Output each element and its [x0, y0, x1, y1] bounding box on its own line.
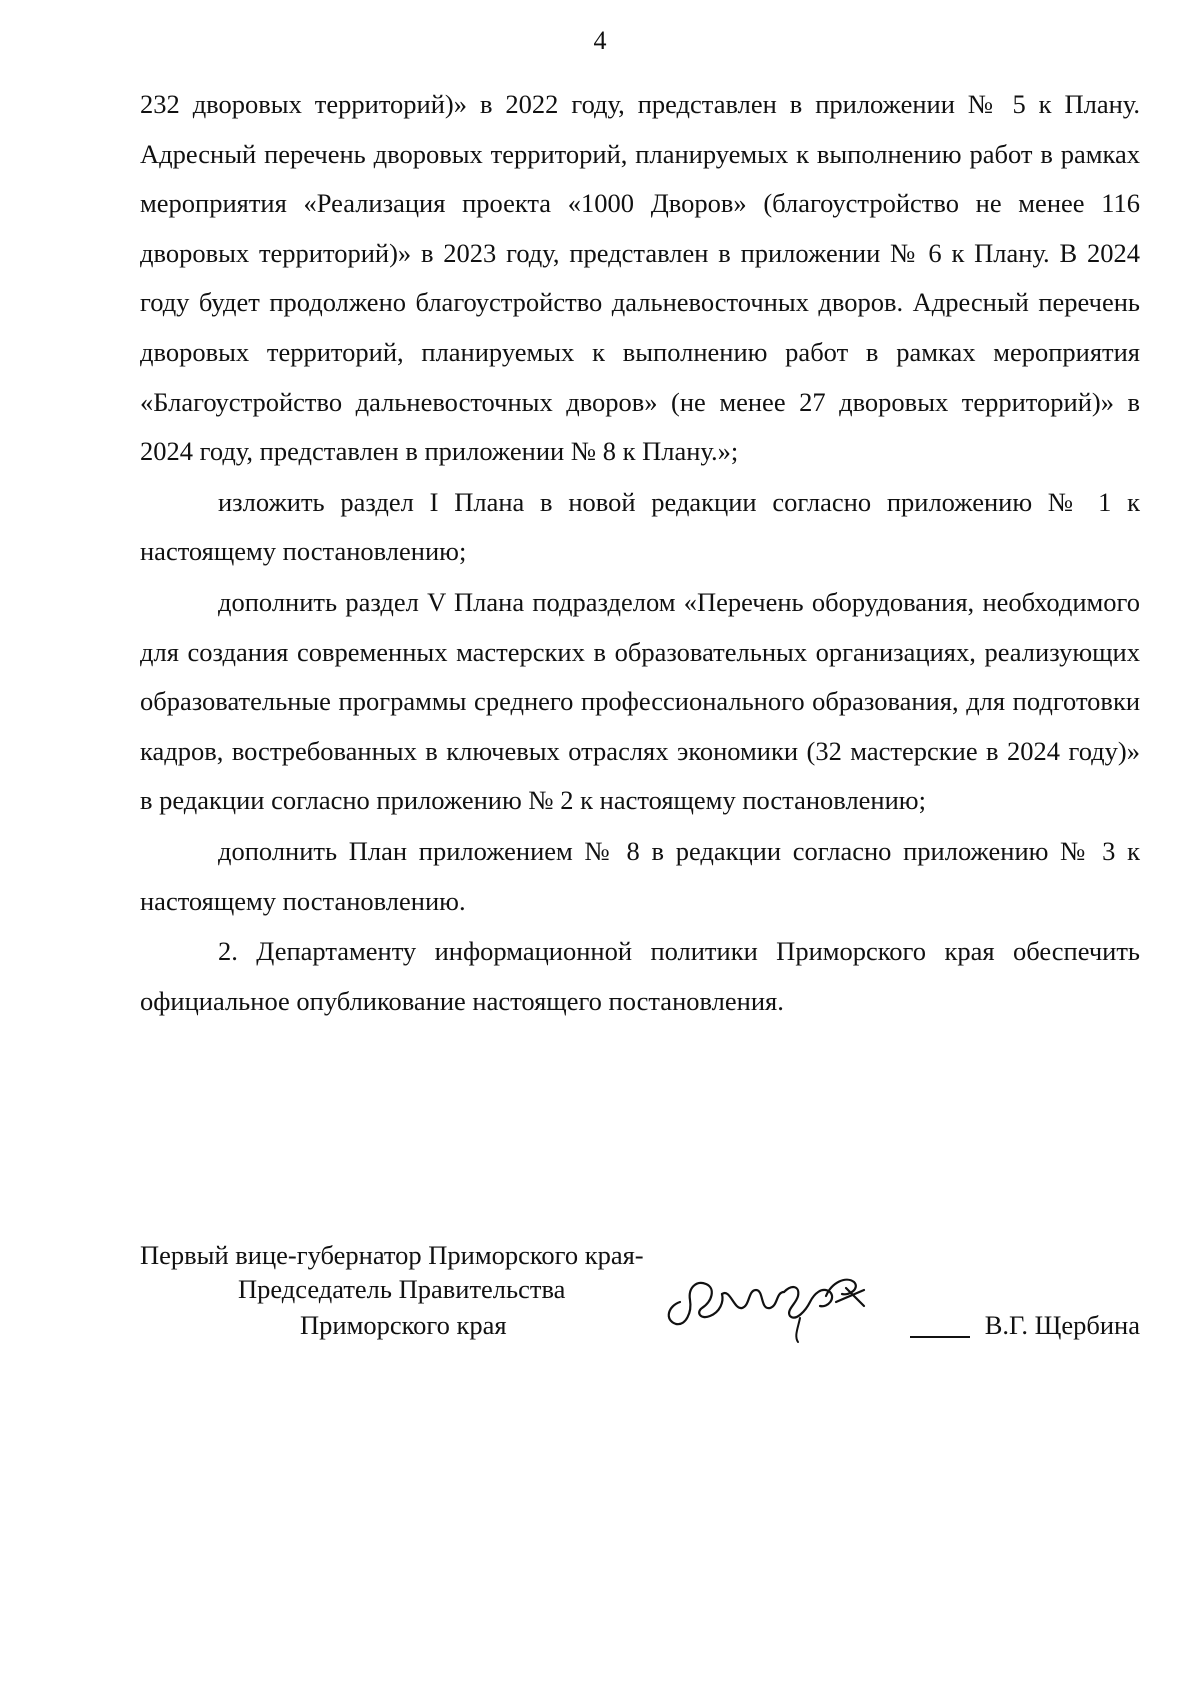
signature-block [140, 1240, 1140, 1350]
handwritten-signature [650, 1262, 900, 1347]
paragraph-section-one: изложить раздел I Плана в новой редакции согласно приложению № 1 к настоящему постановлению; [140, 486, 1140, 567]
paragraph-continuation: 232 дворовых территорий)» в 2022 году, представлен в приложении № 5 к Плану. Адресный перечень дворовых территорий, планируемых к выполнению работ в рамках мероприятия «Реализация проекта «1000 Дворов» (благоустройство не менее 116 дворовых территорий)» в 2023 году, представлен в приложении № 6 к Плану. В 2024 году будет продолжено благоустройство дальневосточных дворов. Адресный перечень дворовых территорий, планируемых к выполнению работ в рамках мероприятия «Благоустройство дальневосточных дворов» (не менее 27 дворовых территорий)» в 2024 году, представлен в приложении № 8 к Плану.»; [140, 89, 1140, 467]
paragraph-appendix-eight: дополнить План приложением № 8 в редакции согласно приложению № 3 к настоящему постановлению. [140, 835, 1140, 916]
paragraph-publication: 2. Департаменту информационной политики Приморского края обеспечить официальное опубликование настоящего постановления. [140, 936, 1140, 1016]
signer-title-line: Приморского края [300, 1310, 507, 1340]
signer-title-line: Первый вице-губернатор Приморского края- [140, 1240, 644, 1270]
page-number: 4 [593, 26, 607, 55]
signer-name: В.Г. Щербина [984, 1310, 1140, 1340]
paragraph-section-five: дополнить раздел V Плана подразделом «Перечень оборудования, необходимого для создания современных мастерских в образовательных организациях, реализующих образовательные программы среднего профессионального образования, для подготовки кадров, востребованных в ключевых отраслях экономики (32 мастерские в 2024 году)» в редакции согласно приложению № 2 к настоящему постановлению; [140, 586, 1140, 816]
signature-flourish [910, 1336, 970, 1338]
document-body [140, 80, 1140, 1026]
signer-title-line: Председатель Правительства [238, 1274, 566, 1304]
